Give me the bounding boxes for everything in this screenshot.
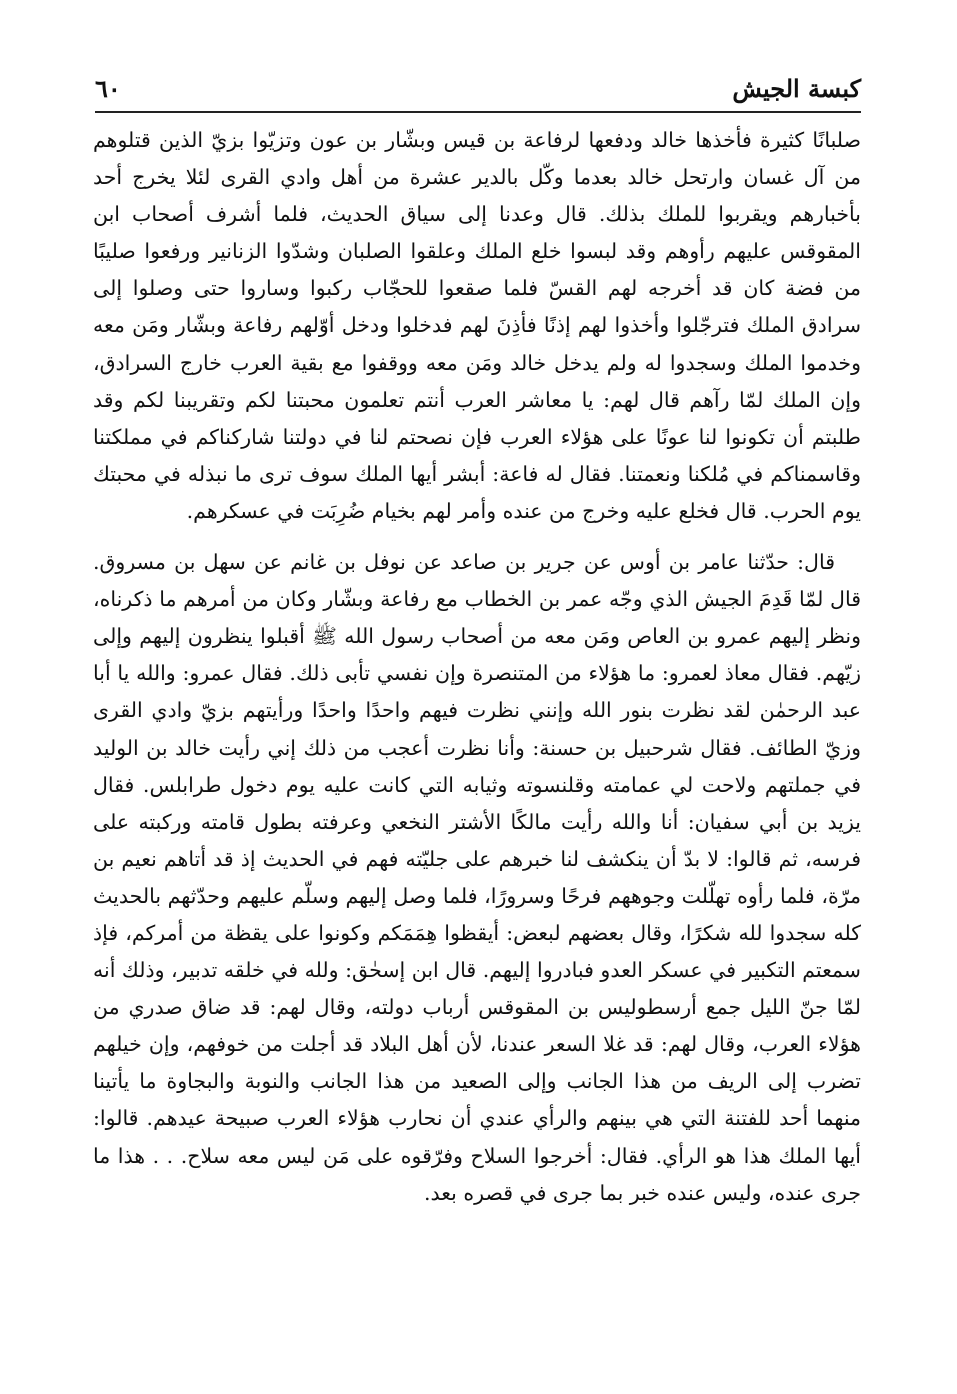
running-header bbox=[95, 72, 861, 110]
body-text bbox=[93, 122, 861, 1212]
page-number: ٦٠ bbox=[95, 74, 121, 103]
running-title: كبسة الجيش bbox=[732, 74, 861, 103]
paragraph-1: صلبانًا كثيرة فأخذها خالد ودفعها لرفاعة بن قيس وبشّار بن عون وتزيّوا بزيّ الذين قتلوهم من آل غسان وارتحل خالد بعدما وكّل بالدير عشرة من أهل وادي القرى لئلا يخرج أحد بأخبارهم ويقربوا للملك بذلك. قال وعدنا إلى سياق الحديث، فلما أشرف أصحاب ابن المقوقس عليهم رأوهم وقد لبسوا خلع الملك وعلقوا الصلبان وشدّوا الزنانير ورفعوا صليبًا من فضة كان قد أخرجه لهم القسّ فلما صقعوا للحجّاب ركبوا وساروا حتى وصلوا إلى سرادق الملك فترجّلوا وأخذوا لهم إذنًا فأذِنَ لهم فدخلوا ودخل أوّلهم رفاعة وبشّار ومَن معه وخدموا الملك وسجدوا له ولم يدخل خالد ومَن معه ووقفوا مع بقية العرب خارج السرادق، وإن الملك لمّا رآهم قال لهم: يا معاشر العرب أنتم تعلمون محبتنا لكم وتقريبنا لكم وقد طلبتم أن تكونوا لنا عونًا على هؤلاء العرب فإن نصحتم لنا في دولتنا شاركناكم في مملكتنا وقاسمناكم في مُلكنا ونعمتنا. فقال له فاعة: أبشر أيها الملك سوف ترى ما نبذله في محبتك يوم الحرب. قال فخلع عليه وخرج من عنده وأمر لهم بخيام ضُرِبَت في عسكرهم. bbox=[93, 128, 861, 523]
paragraph-2: قال: حدّثنا عامر بن أوس عن جرير بن صاعد عن نوفل بن غانم عن سهل بن مسروق. قال لمّا قَدِمَ الجيش الذي وجّه عمر بن الخطاب مع رفاعة وبشّار وكان من أمرهم ما ذكرناه، ونظر إليهم عمرو بن العاص ومَن معه من أصحاب رسول الله ﷺ أقبلوا ينظرون إليهم وإلى زيّهم. فقال معاذ لعمرو: ما هؤلاء من المتنصرة وإن نفسي تأبى ذلك. فقال عمرو: والله يا أبا عبد الرحمٰن لقد نظرت بنور الله وإنني نظرت فيهم واحدًا واحدًا ورأيتهم بزيّ وادي القرى وزيّ الطائف. فقال شرحبيل بن حسنة: وأنا نظرت أعجب من ذلك إني رأيت خالد بن الوليد في جملتهم ولاحت لي عمامته وقلنسوته وثيابه التي كانت عليه يوم دخول طرابلس. فقال يزيد بن أبي سفيان: أنا والله رأيت مالكًا الأشتر النخعي وعرفته بطول قامته وركبته على فرسه، ثم قالوا: لا بدّ أن ينكشف لنا خبرهم على جليّته فهم في الحديث إذ قد أتاهم نعيم بن مرّة، فلما رأوه تهلّلت وجوههم فرحًا وسرورًا، فلما وصل إليهم وسلّم عليهم وحدّثهم بالحديث كله سجدوا لله شكرًا، وقال بعضهم لبعض: أيقظوا هِمَمَكم وكونوا على يقظة من أمركم، فإذ سمعتم التكبير في عسكر العدو فبادروا إليهم. قال ابن إسحٰق: ولله في خلقه تدبير، وذلك أنه لمّا جنّ الليل جمع أرسطوليس بن المقوقس أرباب دولته، وقال لهم: قد ضاق صدري من هؤلاء العرب، وقال لهم: قد غلا السعر عندنا، لأن أهل البلاد قد أجلت من خوفهم، وإن خيلهم تضرب إلى الريف من هذا الجانب وإلى الصعيد من هذا الجانب والنوبة والبجاوة ما يأتينا منهما أحد للفتنة التي هي بينهم والرأي عندي أن نحارب هؤلاء العرب صبيحة عيدهم. قالوا: أيها الملك هذا هو الرأي. فقال: أخرجوا السلاح وفرّقوه على مَن ليس معه سلاح. . . هذا ما جرى عنده، وليس عنده خبر بما جرى في قصره بعد. bbox=[93, 550, 861, 1205]
header-divider bbox=[95, 111, 861, 113]
